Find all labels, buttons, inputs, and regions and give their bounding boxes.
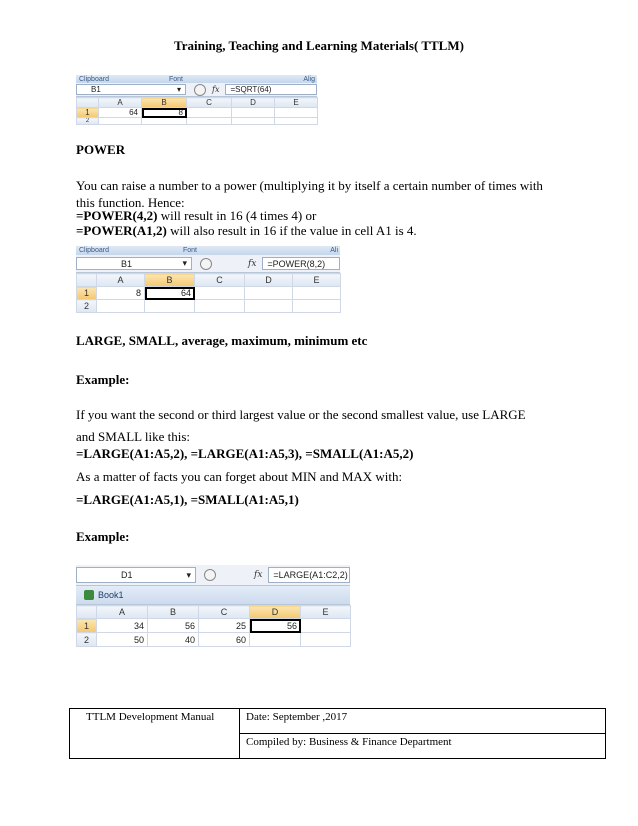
cell-d2[interactable]: [232, 118, 275, 125]
formula-input[interactable]: [262, 257, 340, 271]
name-box-value: D1: [121, 570, 133, 580]
power-example-2: [76, 222, 556, 239]
cell-c1[interactable]: [195, 287, 245, 300]
ribbon-font[interactable]: Font: [182, 247, 197, 254]
ribbon-align[interactable]: Alig: [303, 75, 315, 83]
excel-snippet-sqrt: [76, 75, 317, 125]
row-header-1[interactable]: 1: [77, 108, 99, 118]
cell-a2[interactable]: 50: [97, 633, 148, 647]
footer-manual: TTLM Development Manual: [70, 709, 240, 759]
ribbon-bar: [76, 75, 317, 83]
excel-snippet-large: [76, 565, 350, 655]
cell-b1[interactable]: 8: [142, 108, 187, 118]
cell-e2[interactable]: [293, 300, 341, 313]
cell-b1[interactable]: 56: [148, 619, 199, 633]
formula-bar: [76, 565, 350, 586]
col-header-b[interactable]: B: [142, 98, 187, 108]
cell-a1[interactable]: 34: [97, 619, 148, 633]
workbook-icon: [84, 590, 94, 600]
row-header-2[interactable]: 2: [77, 633, 97, 647]
cell-a2[interactable]: [97, 300, 145, 313]
cell-c1[interactable]: 25: [199, 619, 250, 633]
ribbon-clipboard[interactable]: Clipboard: [79, 247, 109, 254]
cell-c1[interactable]: [187, 108, 232, 118]
chevron-down-icon[interactable]: ▾: [176, 85, 181, 94]
cell-d1[interactable]: [232, 108, 275, 118]
name-box[interactable]: [76, 567, 196, 583]
col-header-b[interactable]: B: [148, 606, 199, 619]
corner-cell[interactable]: [77, 98, 99, 108]
cell-c2[interactable]: [187, 118, 232, 125]
power-example-1-text: will result in 16 (4 times 4) or: [157, 208, 317, 223]
cancel-circle-icon[interactable]: [204, 569, 216, 581]
row-header-2[interactable]: 2: [77, 300, 97, 313]
cell-a1[interactable]: 8: [97, 287, 145, 300]
name-box-value: B1: [121, 258, 133, 269]
formula-text: =SQRT(64): [230, 85, 272, 94]
col-header-a[interactable]: A: [97, 606, 148, 619]
cell-d1[interactable]: 56: [250, 619, 301, 633]
power-example-2-text: will also result in 16 if the value in cell A1 is 4.: [166, 223, 417, 238]
col-header-d[interactable]: D: [250, 606, 301, 619]
large-small-formulas: =LARGE(A1:A5,2), =LARGE(A1:A5,3), =SMALL(A1:A5,2): [76, 446, 414, 461]
example-label-2: Example:: [76, 529, 130, 544]
cell-a2[interactable]: [99, 118, 142, 125]
cancel-circle-icon[interactable]: [194, 84, 206, 96]
cell-b2[interactable]: 40: [148, 633, 199, 647]
footer-date: Date: September ,2017: [240, 709, 606, 734]
sheet-grid: [76, 605, 351, 647]
col-header-c[interactable]: C: [199, 606, 250, 619]
ribbon-font[interactable]: Font: [168, 75, 183, 83]
cancel-circle-icon[interactable]: [200, 258, 212, 270]
power-example-1-formula: =POWER(4,2): [76, 208, 158, 223]
corner-cell[interactable]: [77, 606, 97, 619]
chevron-down-icon[interactable]: ▾: [186, 569, 191, 580]
cell-d1[interactable]: [245, 287, 293, 300]
ribbon-bar: [76, 246, 340, 255]
cell-b2[interactable]: [145, 300, 195, 313]
ribbon-clipboard[interactable]: Clipboard: [79, 75, 109, 83]
power-heading: POWER: [76, 142, 126, 157]
cell-a1[interactable]: 64: [99, 108, 142, 118]
power-example-2-formula: =POWER(A1,2): [76, 223, 167, 238]
cell-e1[interactable]: [275, 108, 318, 118]
col-header-e[interactable]: E: [293, 274, 341, 287]
cell-e1[interactable]: [301, 619, 351, 633]
col-header-c[interactable]: C: [195, 274, 245, 287]
example-label-1: Example:: [76, 372, 130, 387]
large-small-heading: LARGE, SMALL, average, maximum, minimum etc: [76, 333, 368, 348]
chevron-down-icon[interactable]: ▾: [182, 258, 187, 268]
col-header-d[interactable]: D: [232, 98, 275, 108]
excel-snippet-power: [76, 246, 340, 316]
col-header-b[interactable]: B: [145, 274, 195, 287]
cell-d2[interactable]: [245, 300, 293, 313]
col-header-e[interactable]: E: [301, 606, 351, 619]
row-header-1[interactable]: 1: [77, 619, 97, 633]
name-box[interactable]: [76, 84, 186, 94]
footer-table: [69, 708, 606, 759]
page-title: Training, Teaching and Learning Materials( TTLM): [174, 38, 464, 53]
col-header-e[interactable]: E: [275, 98, 318, 108]
power-intro: You can raise a number to a power (multiplying it by itself a certain number of times with this function. Hence:: [76, 178, 543, 210]
cell-e2[interactable]: [301, 633, 351, 647]
fx-icon[interactable]: fx: [212, 85, 220, 94]
formula-text: =POWER(8,2): [267, 258, 326, 269]
cell-e1[interactable]: [293, 287, 341, 300]
fx-icon[interactable]: fx: [254, 570, 263, 580]
min-max-text: As a matter of facts you can forget about MIN and MAX with:: [76, 469, 403, 484]
min-max-formulas: =LARGE(A1:A5,1), =SMALL(A1:A5,1): [76, 492, 299, 507]
workbook-title: Book1: [98, 590, 124, 600]
fx-icon[interactable]: fx: [248, 258, 257, 269]
name-box[interactable]: [76, 257, 192, 271]
col-header-c[interactable]: C: [187, 98, 232, 108]
cell-c2[interactable]: 60: [199, 633, 250, 647]
formula-text: =LARGE(A1:C2,2): [273, 570, 348, 580]
col-header-d[interactable]: D: [245, 274, 293, 287]
col-header-a[interactable]: A: [99, 98, 142, 108]
cell-e2[interactable]: [275, 118, 318, 125]
workbook-titlebar: [76, 586, 350, 605]
formula-input[interactable]: [268, 567, 350, 583]
sheet-grid: [76, 97, 318, 125]
cell-d2[interactable]: [250, 633, 301, 647]
formula-bar: [76, 83, 317, 97]
row-header-2[interactable]: 2: [77, 118, 99, 125]
formula-input[interactable]: [225, 84, 317, 94]
cell-c2[interactable]: [195, 300, 245, 313]
large-small-intro: If you want the second or third largest value or the second smallest value, use LARGE and SMALL like this:: [76, 407, 526, 444]
row-header-1[interactable]: 1: [77, 287, 97, 300]
name-box-value: B1: [91, 85, 101, 94]
formula-bar: [76, 255, 340, 273]
cell-b2[interactable]: [142, 118, 187, 125]
ribbon-align[interactable]: Ali: [330, 247, 338, 254]
corner-cell[interactable]: [77, 274, 97, 287]
cell-b1[interactable]: 64: [145, 287, 195, 300]
footer-compiled: Compiled by: Business & Finance Department: [240, 734, 606, 759]
sheet-grid: [76, 273, 341, 313]
col-header-a[interactable]: A: [97, 274, 145, 287]
